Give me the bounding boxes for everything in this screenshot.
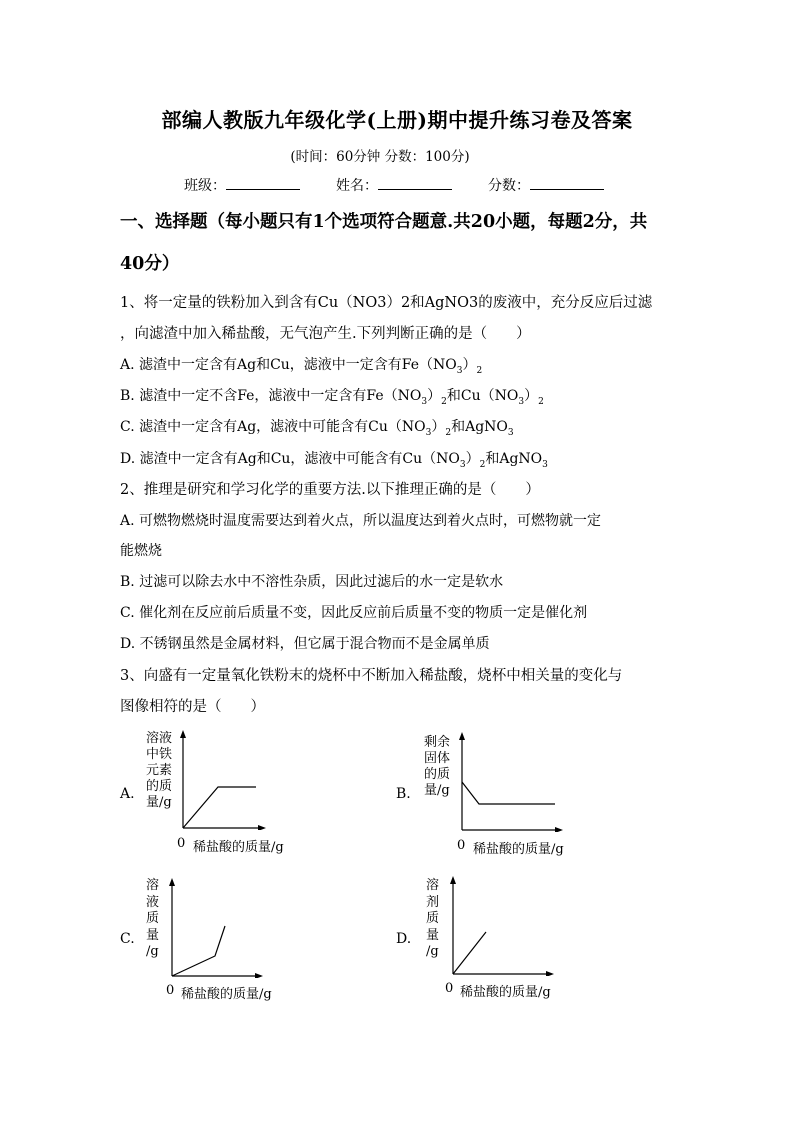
- q1-stem-cont: ，向滤渣中加入稀盐酸，无气泡产生.下列判断正确的是（ ）: [120, 326, 531, 342]
- class-field: [184, 175, 300, 195]
- graph-d-x-arrow: [546, 971, 554, 976]
- graph-c-plot: [165, 878, 265, 978]
- graph-a-curve: [183, 787, 256, 828]
- q3-stem: 3、向盛有一定量氧化铁粉末的烧杯中不断加入稀盐酸，烧杯中相关量的变化与: [120, 668, 623, 684]
- graph-c-origin: 0: [166, 983, 175, 998]
- section-heading-cont: 40分）: [120, 254, 180, 274]
- graph-b-origin: 0: [457, 838, 466, 853]
- name-blank: [378, 175, 452, 190]
- graph-a-ylabel: 溶液 中铁 元素 的质 量/g: [146, 731, 173, 810]
- graph-b-ylabel: 剩余 固体 的质 量/g: [424, 735, 451, 798]
- graph-a-xlabel: 稀盐酸的质量/g: [193, 840, 284, 855]
- graph-d-xlabel: 稀盐酸的质量/g: [460, 985, 551, 1000]
- graph-a-y-arrow: [180, 730, 186, 738]
- score-field: [488, 175, 604, 195]
- graph-c-curve: [172, 926, 225, 976]
- graph-d-origin: 0: [445, 981, 454, 996]
- graph-a-x-arrow: [258, 825, 266, 830]
- graph-b-x-arrow: [555, 827, 563, 832]
- q2-option-d: D. 不锈钢虽然是金属材料，但它属于混合物而不是金属单质: [120, 636, 490, 652]
- graph-c-x-arrow: [255, 973, 263, 978]
- q1-option-b: B. 滤渣中一定不含Fe，滤液中一定含有$Fe(NO_3)_2$和$Cu(NO_3)_2$: [120, 388, 544, 407]
- section-heading: 一、选择题（每小题只有1个选项符合题意.共20小题，每题2分，共: [120, 212, 648, 232]
- graph-d-ylabel: 溶 剂 质 量 /g: [426, 878, 440, 959]
- graph-b-xlabel: 稀盐酸的质量/g: [473, 842, 564, 857]
- graph-d-curve: [453, 932, 486, 974]
- q2-option-a-cont: 能燃烧: [120, 543, 162, 559]
- q1-option-c: C. 滤渣中一定含有Ag，滤液中可能含有$Cu(NO_3)_2$和AgNO$_3$: [120, 419, 514, 438]
- graph-d-letter: D.: [396, 931, 412, 947]
- q1-option-a: A. 滤渣中一定含有Ag和Cu，滤液中一定含有$Fe(NO_3)_2$: [120, 357, 483, 376]
- q3-stem-cont: 图像相符的是（ ）: [120, 699, 265, 715]
- graph-c-xlabel: 稀盐酸的质量/g: [181, 987, 272, 1002]
- graph-b-letter: B.: [396, 786, 411, 802]
- graph-d-y-arrow: [450, 876, 456, 884]
- score-label: 分数：: [488, 178, 530, 194]
- graph-a-letter: A.: [120, 786, 135, 802]
- score-blank: [530, 175, 604, 190]
- q2-option-c: C. 催化剂在反应前后质量不变，因此反应前后质量不变的物质一定是催化剂: [120, 605, 588, 621]
- q1-stem: 1、将一定量的铁粉加入到含有Cu（NO3）2和AgNO3的废液中，充分反应后过滤: [120, 295, 653, 311]
- page-title: 部编人教版九年级化学(上册)期中提升练习卷及答案: [161, 108, 633, 132]
- graph-a-plot: [176, 730, 266, 830]
- name-label: 姓名：: [336, 178, 378, 194]
- q2-option-a: A. 可燃物燃烧时温度需要达到着火点，所以温度达到着火点时，可燃物就一定: [120, 513, 602, 529]
- class-label: 班级：: [184, 178, 226, 194]
- graph-c-y-arrow: [169, 878, 175, 886]
- q2-option-b: B. 过滤可以除去水中不溶性杂质，因此过滤后的水一定是软水: [120, 574, 504, 590]
- exam-info: (时间：60分钟 分数：100分): [290, 149, 470, 165]
- name-field: [336, 175, 452, 195]
- graph-c-letter: C.: [120, 931, 135, 947]
- graph-b-curve: [462, 782, 555, 804]
- graph-b-y-arrow: [459, 732, 465, 740]
- q1-option-d: D. 滤渣中一定含有Ag和Cu，滤液中可能含有$Cu(NO_3)_2$和AgNO$_3$: [120, 451, 548, 470]
- class-blank: [226, 175, 300, 190]
- graph-d-plot: [446, 876, 556, 976]
- graph-b-plot: [455, 732, 565, 832]
- graph-c-ylabel: 溶 液 质 量 /g: [146, 878, 160, 959]
- q2-stem: 2、推理是研究和学习化学的重要方法.以下推理正确的是（ ）: [120, 482, 540, 498]
- graph-a-origin: 0: [177, 836, 186, 851]
